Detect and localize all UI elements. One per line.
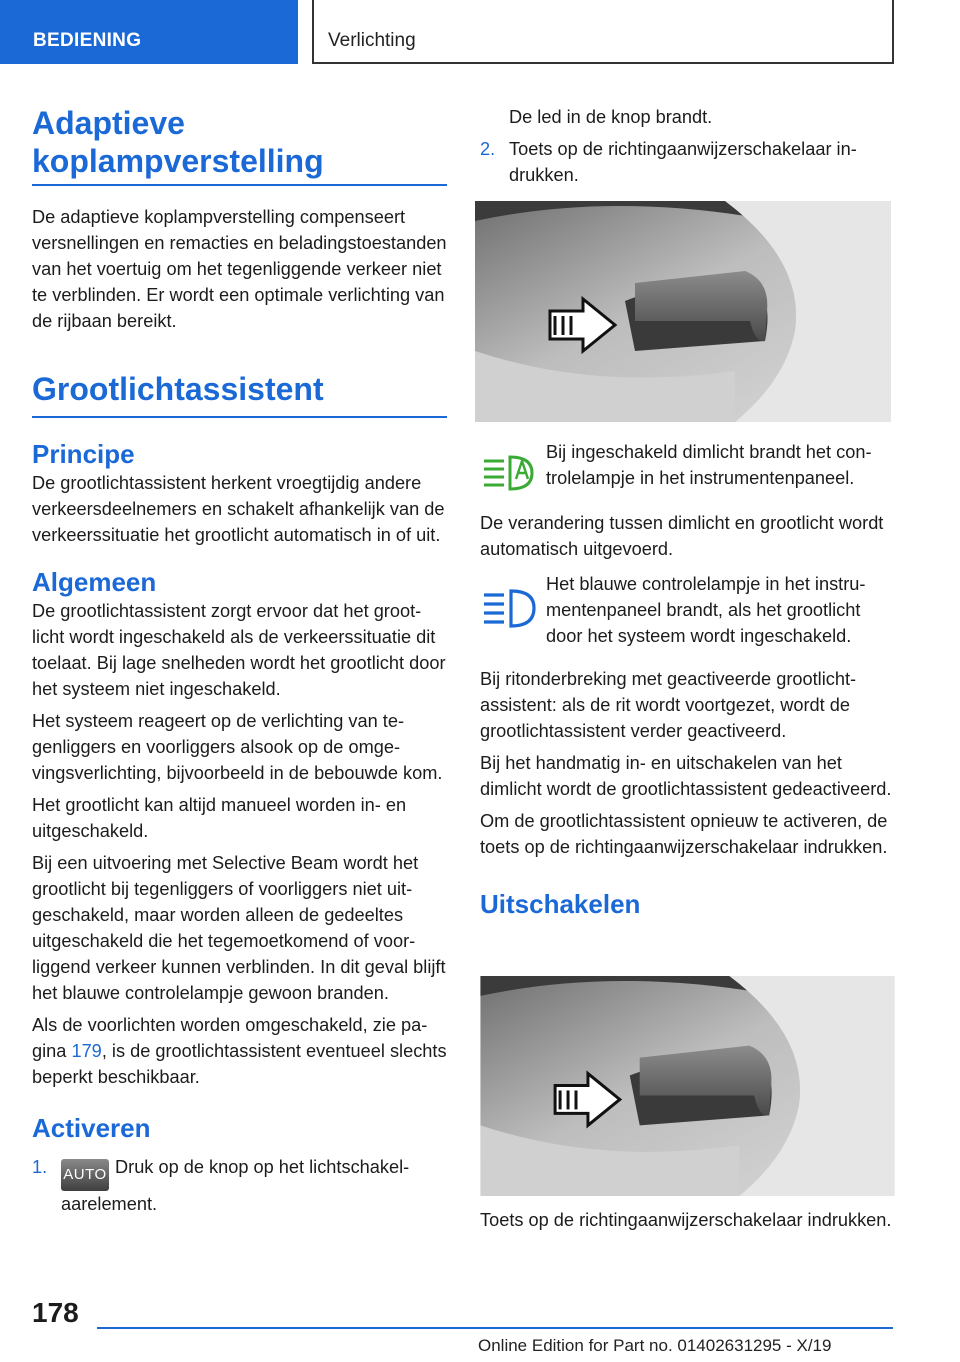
step-1-text: Druk op de knop op het lichtschakelaarelement. (61, 1157, 410, 1214)
section-tab (0, 0, 298, 64)
right-paragraph-2: Bij ritonderbreking met geactiveerde grootlichtassistent: als de rit wordt voortgezet, wordt de grootlichtassistent verder geactiveerd. (480, 669, 857, 741)
left-column (32, 104, 447, 1217)
topic-tab (312, 0, 894, 64)
note-high-beam (480, 571, 893, 651)
algemeen-p5-text-b: , is de grootlichtassistent eventueel slechts beperkt beschikbaar. (32, 1041, 447, 1087)
auto-high-beam-assistant-icon (482, 445, 536, 495)
adaptive-heading-block (32, 104, 447, 186)
right-paragraph-4: Om de grootlichtassistent opnieuw te activeren, de toets op de richtingaanwijzerschakelaar indrukken. (480, 811, 888, 857)
section-label: BEDIENING (33, 30, 142, 51)
note-1-text: Bij ingeschakeld dimlicht brandt het controlelampje in het instrumentenpaneel. (546, 442, 872, 488)
step-2-text: Toets op de richtingaanwijzerschakelaar indrukken. (509, 139, 857, 185)
right-paragraph-3: Bij het handmatig in- en uitschakelen van het dimlicht wordt de grootlichtassistent gedeactiveerd. (480, 753, 892, 799)
uitschakelen-text: Toets op de richtingaanwijzerschakelaar indrukken. (480, 1210, 892, 1230)
page-reference-link[interactable]: 179 (71, 1041, 102, 1061)
adaptive-heading-line1: Adaptieve (32, 105, 185, 141)
algemeen-paragraph-1: De grootlichtassistent zorgt ervoor dat het grootlicht wordt ingeschakeld als de verkeerssituatie dit toelaat. Bij lage snelheden wordt het grootlicht door het systeem niet ingeschakeld. (32, 601, 446, 699)
algemeen-p5-text-a: Als de voorlichten worden omgeschakeld, zie pagina (32, 1015, 428, 1061)
step-2 (480, 136, 893, 188)
turn-signal-lever-photo-2 (480, 976, 895, 1196)
assist-heading: Grootlichtassistent (32, 371, 324, 407)
right-column-middle (480, 510, 895, 562)
right-column-lower (480, 666, 895, 920)
principe-heading: Principe (32, 439, 135, 469)
uitschakelen-heading: Uitschakelen (480, 889, 641, 919)
note-auto-high-beam (480, 439, 893, 493)
algemeen-paragraph-4: Bij een uitvoering met Selective Beam wordt het grootlicht bij tegenliggers of voorliggers niet uitgeschakeld, maar worden alleen de gedeeltes uitgeschakeld die het tegemoetkomend of voorliggend verkeer kunnen verblinden. In dit geval blijft het blauwe controlelampje gewoon branden. (32, 853, 446, 1003)
page-number: 178 (32, 1297, 79, 1328)
assist-heading-block (32, 370, 447, 418)
algemeen-paragraph-5 (32, 1012, 447, 1090)
principe-text: De grootlichtassistent herkent vroegtijdig andere verkeersdeelnemers en schakelt afhankelijk van de verkeerssituatie het grootlicht automatisch in of uit. (32, 473, 445, 545)
step-1 (32, 1154, 447, 1217)
adaptive-heading-line2: koplampverstelling (32, 143, 324, 179)
step-1-number: 1. (32, 1157, 48, 1177)
high-beam-indicator-icon (482, 587, 538, 631)
adaptive-text: De adaptieve koplampverstelling compenseert versnellingen en remacties en beladingstoestanden van het voertuig om het tegenliggende verkeer niet te verblinden. Er wordt een optimale verlichting van de rijbaan bereikt. (32, 207, 447, 331)
step-1-continuation: De led in de knop brandt. (509, 107, 713, 127)
adaptive-heading (32, 104, 447, 180)
algemeen-paragraph-3: Het grootlicht kan altijd manueel worden in- en uitgeschakeld. (32, 795, 407, 841)
turn-signal-lever-photo-1 (475, 201, 891, 422)
activeren-heading: Activeren (32, 1113, 151, 1143)
right-paragraph-1: De verandering tussen dimlicht en grootlicht wordt automatisch uitgevoerd. (480, 513, 884, 559)
note-2-text: Het blauwe controlelampje in het instrumentenpaneel brandt, als het grootlicht door het systeem wordt ingeschakeld. (546, 574, 866, 646)
right-column-bottom (480, 1207, 895, 1233)
right-column-top (480, 104, 893, 188)
footer-divider (97, 1327, 893, 1329)
footer-edition: Online Edition for Part no. 01402631295 - X/19 (478, 1336, 832, 1355)
auto-button-icon: AUTO (61, 1159, 109, 1191)
topic-label: Verlichting (328, 30, 416, 51)
algemeen-heading: Algemeen (32, 567, 157, 597)
step-2-number: 2. (480, 139, 496, 159)
algemeen-paragraph-2: Het systeem reageert op de verlichting van tegenliggers en voorliggers alsook op de omgevingsverlichting, bijvoorbeeld in de bebouwde kom. (32, 711, 443, 783)
